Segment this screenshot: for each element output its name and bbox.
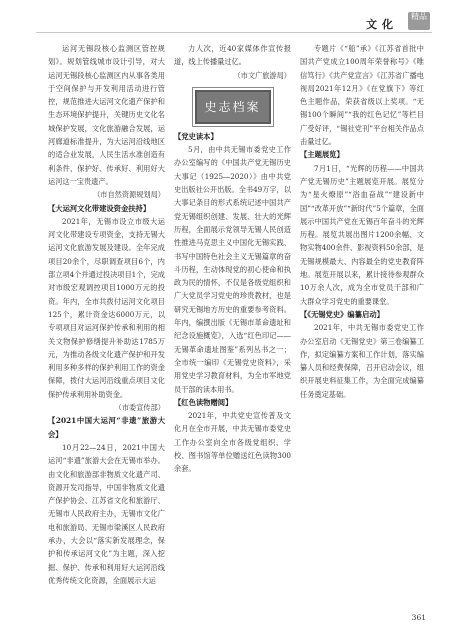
source-credit: （市文广旅游局） (233, 70, 291, 80)
article-heading: 【大运河文化带建设资金扶持】 (48, 203, 151, 213)
article-block (48, 202, 165, 401)
section-title: 文化 (366, 18, 398, 31)
article-block (300, 148, 424, 308)
paragraph: 5月，由中共无锡市委党史工作办公室编写的《中国共产党无锡历史大事记（1925—2020）》由中共党史出版社公开出版。全书49万字，以大事记条目的形式系统记述中国共产党无锡组织创建、发展、壮大的光辉历程，全面展示党领导无锡人民创造性推进马克思主义中国化无锡实践、书写中国特色社会主义无锡篇章的奋斗历程，生动体现党的初心使命和执政为民的情怀，不仅是各级党组织和广大党员学习党史的珍贵教材，也是研究无锡地方历史的重要参考资料。年内，编撰出版《无锡市革命遗址和纪念设施概览》，入选“红色印记——无锡革命遗址图鉴”系列丛书之一；全市统一编印《无锡党史资料》，采用党史学习教育材料，为全市军地党员干部的读本用书。 (174, 145, 291, 394)
paragraph: 7月1日，“光辉的历程——中国共产党无锡历史”主题展览开展。展览分为“星火燎原”“浴血奋战”“建设新中国”“改革开放”“新时代”5个篇章，全面展示中国共产党在无锡百年奋斗的光辉历程。展览共展出图片1200余幅、文物实物400余件、影视资料50余部，是无锡规模最大、内容最全的党史教育阵地。展览开展以来，累计接待参观群众10万余人次，成为全市党员干部和广大群众学习党史的重要课堂。 (300, 163, 424, 306)
paragraph: 10月22—24日，2021中国大运河“非遗”旅游大会在无锡市举办。由文化和旅游部非物质文化遗产司、资源开发司指导，中国非物质文化遗产保护协会、江苏省文化和旅游厅、无锡市人民政府主办，无锡市文化广电和旅游局、无锡市梁溪区人民政府承办，大会以“落实新发展理念，保护和传承运河文化”为主题，深入挖掘、保护、传承和利用好大运河沿线优秀传统文化资源，全面展示大运 (48, 442, 165, 585)
section-banner: 史志档案 (195, 90, 271, 124)
column-2 (174, 42, 291, 476)
magazine-logo: 精品 (408, 12, 430, 30)
article-heading: 【红色读物赠阅】 (174, 397, 233, 407)
article-block (48, 414, 165, 587)
source-credit: （市委宣传部） (114, 403, 165, 413)
paragraph: 2021年，无锡市设立市级大运河文化带建设专项资金，支持无锡大运河文化旅游发展及建设。全年完成项目20余个，尽职调查项目6个，内部立项4个并通过投决项目1个，完成对市级宏观调控项目1000万元的投资。年内，全市共拨付运河文化项目125个，累计资金达6000万元，以专项项目对运河保护传承和利用的相关文物保护修缮提升补助达1785万元，为推动各级文化遗产保护和开发利用多种多样的保护利用工作的资金保障，拨付大运河沿线重点项目文化保护传承利用补助资金。 (48, 216, 165, 399)
article-heading: 【主题展览】 (300, 150, 344, 160)
article-block (174, 396, 291, 476)
paragraph: 专题片《“船”承》《江苏省首批中国共产党成立100周年荣誉称号》《唯信笃行》《共产党宣言》《江苏省广播电视局2021年12月》《在党旗下》等红色主题作品，荣获省级以上奖项。“无锡100个瞬间”“我的红色记忆”等栏目广受好评，“锡社党刊”平台相关作品点击量过亿。 (300, 44, 424, 147)
source-credit: （市自然资源规划局） (93, 190, 165, 200)
paragraph: 2021年，中共无锡市委党史工作办公室启动《无锡党史》第三卷编纂工作，拟定编纂方案和工作计划，落实编纂人员和经费保障，召开启动会议，组织开展史料征集工作，为全面完成编纂任务奠定基础。 (300, 323, 424, 399)
paragraph: 2021年，中共党史宣传普及文化月在全市开展，中共无锡市委党史工作办公室向全市各级党组织、学校、图书馆等单位赠送红色读物300余套。 (174, 411, 291, 474)
article-block (174, 130, 291, 396)
article-heading: 【党史读本】 (174, 131, 218, 141)
column-3 (300, 42, 424, 401)
article-heading: 【《无锡党史》编纂启动】 (300, 309, 384, 319)
article-heading: 【2021中国大运河“非遗”旅游大会】 (48, 416, 165, 439)
header-rule (36, 32, 432, 33)
article-block (300, 308, 424, 401)
page-number: 361 (411, 613, 426, 622)
paragraph: 运河无锡段核心监测区管控规划》。规划管线城市设计引导，对大运河无锡段核心监测区内从事各类用于空间保护与开发利用活动进行管控，规范推进大运河文化遗产保护和生态环境保护提升，关键历史文化名城保护发展，文化旅游融合发展，运河廊道标准提升，为大运河沿线地区的适合业发展，人民生活水准创造有利条件，保护好、传承好、利用好大运河这一宝贵遗产。 (48, 44, 165, 186)
column-1 (48, 42, 165, 587)
paragraph: 力人次，近40家媒体作宣传报道，线上传播量过亿。 (174, 44, 291, 67)
